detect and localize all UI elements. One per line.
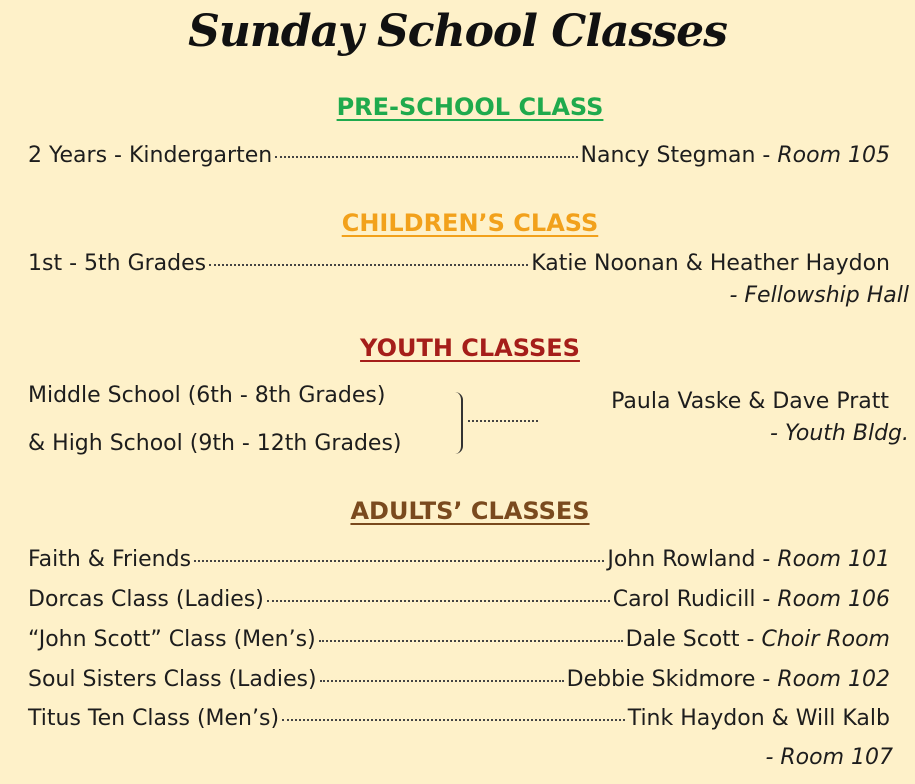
- page-title: Sunday School Classes: [188, 6, 727, 57]
- teacher-name: Tink Haydon & Will Kalb: [627, 706, 890, 731]
- teacher-name: Carol Rudicill -: [612, 587, 778, 612]
- youth-heading: YOUTH CLASSES: [360, 334, 580, 362]
- room: Room 106: [777, 587, 890, 612]
- adult-class-row: [28, 706, 890, 736]
- children-heading: CHILDREN’S CLASS: [341, 209, 599, 237]
- children-row: [28, 251, 890, 281]
- adult-class-row: [28, 627, 890, 657]
- teacher-info: [581, 143, 891, 168]
- class-label: Titus Ten Class (Men’s): [28, 706, 280, 731]
- preschool-row: [28, 143, 890, 173]
- adult-class-row: [28, 587, 890, 617]
- youth-teacher: Paula Vaske & Dave Pratt: [611, 389, 889, 414]
- adult-class-row: [28, 667, 890, 697]
- teacher-info: [613, 587, 890, 612]
- room: Room 105: [777, 143, 890, 168]
- class-label: “John Scott” Class (Men’s): [28, 627, 316, 652]
- teacher-name: Dale Scott -: [625, 627, 762, 652]
- teacher-name: John Rowland -: [607, 547, 778, 572]
- teacher-info: [607, 547, 890, 572]
- class-label: 1st - 5th Grades: [28, 251, 207, 276]
- class-label: Soul Sisters Class (Ladies): [28, 667, 317, 692]
- teacher-name: Nancy Stegman -: [580, 143, 778, 168]
- dot-leader: [468, 420, 538, 422]
- teacher-name: Debbie Skidmore -: [566, 667, 778, 692]
- room: Room 101: [777, 547, 890, 572]
- teacher-info: [567, 667, 890, 692]
- dot-leader: [282, 719, 625, 721]
- class-label: Faith & Friends: [28, 547, 192, 572]
- youth-class-line-2: & High School (9th - 12th Grades): [28, 431, 402, 456]
- teacher-name: Katie Noonan & Heather Haydon: [531, 251, 890, 276]
- dot-leader: [209, 264, 528, 266]
- children-room: - Fellowship Hall: [729, 283, 909, 308]
- dot-leader: [275, 156, 577, 158]
- room: Room 102: [777, 667, 890, 692]
- dot-leader: [194, 560, 604, 562]
- class-label: 2 Years - Kindergarten: [28, 143, 273, 168]
- adults-heading: ADULTS’ CLASSES: [350, 497, 590, 525]
- adult-class-row: [28, 547, 890, 577]
- youth-class-line-1: Middle School (6th - 8th Grades): [28, 383, 386, 408]
- adult-last-room: - Room 107: [765, 745, 893, 770]
- room: Choir Room: [761, 627, 890, 652]
- dot-leader: [267, 600, 610, 602]
- youth-room: - Youth Bldg.: [769, 421, 909, 446]
- bracket: [452, 392, 463, 454]
- class-label: Dorcas Class (Ladies): [28, 587, 264, 612]
- preschool-heading: PRE-SCHOOL CLASS: [336, 93, 604, 121]
- teacher-info: [626, 627, 890, 652]
- dot-leader: [320, 680, 564, 682]
- dot-leader: [319, 640, 623, 642]
